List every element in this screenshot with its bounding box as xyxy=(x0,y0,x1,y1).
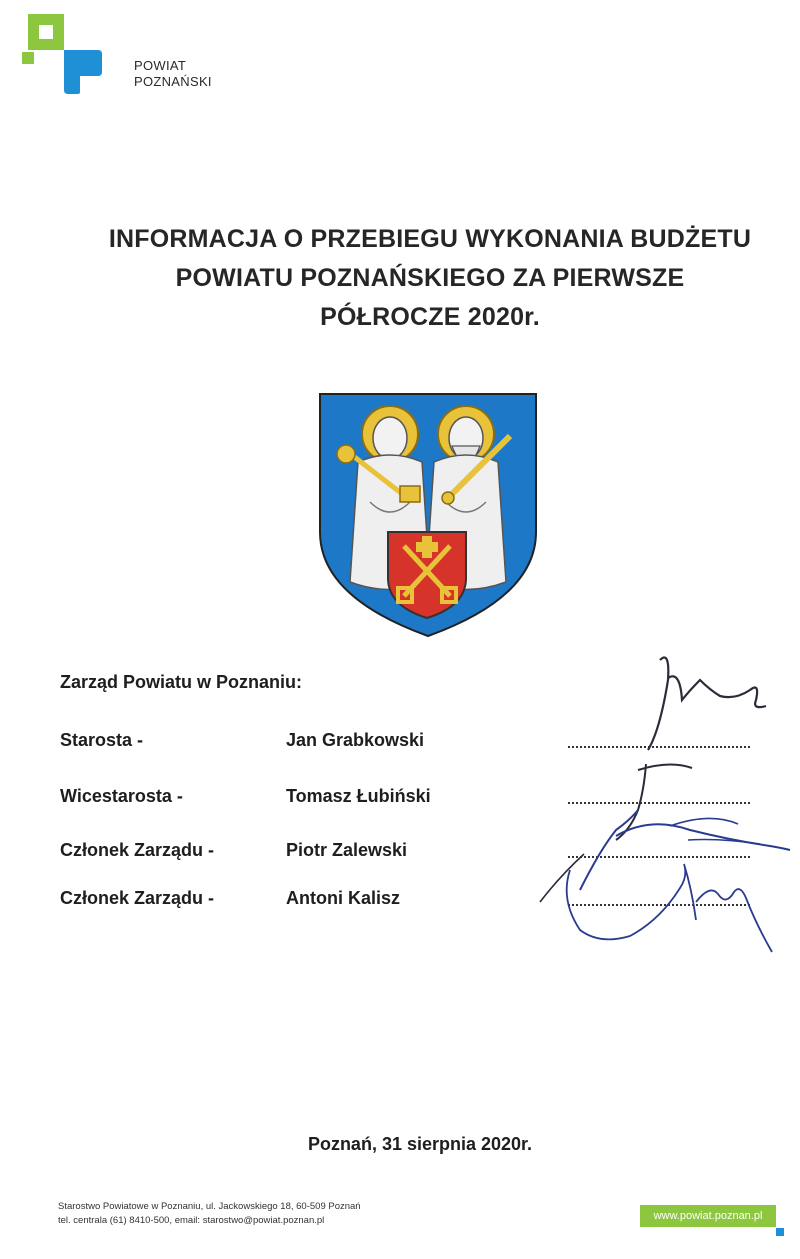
signature-line xyxy=(568,802,750,804)
website-badge: www.powiat.poznan.pl xyxy=(640,1205,776,1227)
signature-line xyxy=(568,904,750,906)
member-role: Członek Zarządu - xyxy=(60,888,215,908)
member-row xyxy=(60,840,760,866)
member-role: Starosta - xyxy=(60,730,144,750)
member-row xyxy=(60,730,760,756)
board-heading: Zarząd Powiatu w Poznaniu: xyxy=(60,672,303,692)
logo-line-1: POWIAT xyxy=(134,58,187,73)
member-name: Jan Grabkowski xyxy=(286,730,425,750)
title-line-1: INFORMACJA O PRZEBIEGU WYKONANIA BUDŻETU xyxy=(108,225,752,253)
title-line-3: PÓŁROCZE 2020r. xyxy=(320,303,540,331)
logo-mark-icon xyxy=(22,8,132,98)
member-row xyxy=(60,888,760,914)
logo-line-2: POZNAŃSKI xyxy=(134,74,212,89)
title-line-2: POWIATU POZNAŃSKIEGO ZA PIERWSZE xyxy=(175,264,685,292)
member-role: Członek Zarządu - xyxy=(60,840,215,860)
footer-address xyxy=(58,1200,361,1228)
badge-corner xyxy=(776,1228,784,1236)
member-name: Antoni Kalisz xyxy=(286,888,401,908)
signature-line xyxy=(568,856,750,858)
signature-line xyxy=(568,746,750,748)
footer-address-line-1: Starostwo Powiatowe w Poznaniu, ul. Jackowskiego 18, 60-509 Poznań xyxy=(58,1201,361,1212)
coat-of-arms xyxy=(318,392,538,638)
member-name: Piotr Zalewski xyxy=(286,840,408,860)
logo-text xyxy=(134,58,212,90)
document-title xyxy=(60,220,800,337)
powiat-logo xyxy=(22,8,222,98)
member-name: Tomasz Łubiński xyxy=(286,786,431,806)
member-row xyxy=(60,786,760,812)
footer-address-line-2: tel. centrala (61) 8410-500, email: starostwo@powiat.poznan.pl xyxy=(58,1215,325,1226)
place-date: Poznań, 31 sierpnia 2020r. xyxy=(307,1134,533,1154)
member-role: Wicestarosta - xyxy=(60,786,183,806)
